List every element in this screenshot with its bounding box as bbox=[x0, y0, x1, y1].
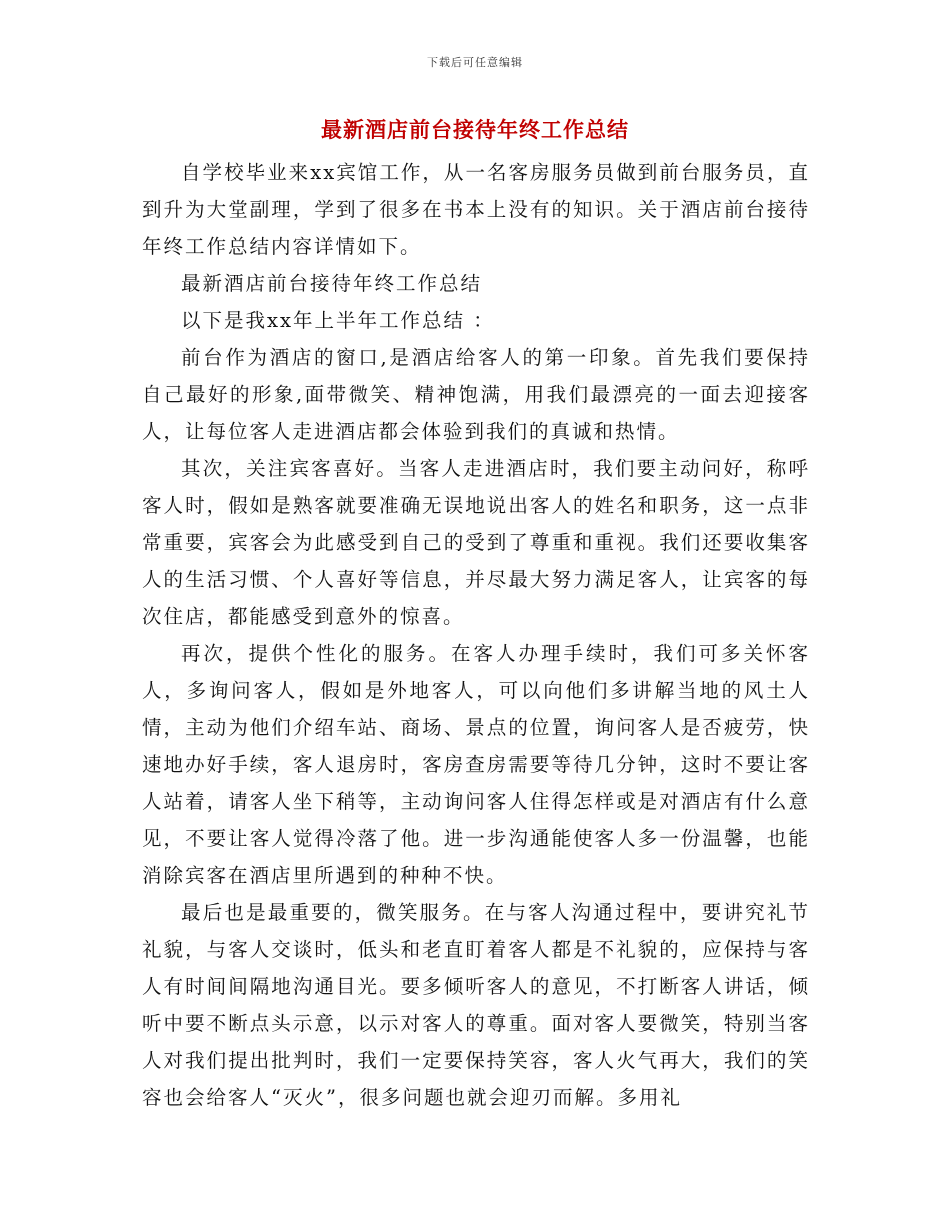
paragraph-subtitle: 最新酒店前台接待年终工作总结 bbox=[181, 272, 483, 295]
paragraph-guest-preferences: 其次，关注宾客喜好。当客人走进酒店时，我们要主动问好，称呼客人时，假如是熟客就要准确无误地说出客人的姓名和职务，这一点非常重要，宾客会为此感受到自己的受到了尊重和重视。我们还要收集客人的生活习惯、个人喜好等信息，并尽最大努力满足客人，让宾客的每次住店，都能感受到意外的惊喜。 bbox=[142, 457, 810, 628]
header-note: 下载后可任意编辑 bbox=[427, 56, 523, 69]
paragraph-front-desk: 前台作为酒店的窗口,是酒店给客人的第一印象。首先我们要保持自己最好的形象,面带微笑、精神饱满，用我们最漂亮的一面去迎接客人，让每位客人走进酒店都会体验到我们的真诚和热情。 bbox=[142, 346, 810, 443]
paragraph-intro: 自学校毕业来xx宾馆工作，从一名客房服务员做到前台服务员，直到升为大堂副理，学到了很多在书本上没有的知识。关于酒店前台接待年终工作总结内容详情如下。 bbox=[142, 161, 810, 258]
paragraph-smile-service: 最后也是最重要的，微笑服务。在与客人沟通过程中，要讲究礼节礼貌，与客人交谈时，低头和老直盯着客人都是不礼貌的，应保持与客人有时间间隔地沟通目光。要多倾听客人的意见，不打断客人讲话，倾听中要不断点头示意，以示对客人的尊重。面对客人要微笑，特别当客人对我们提出批判时，我们一定要保持笑容，客人火气再大，我们的笑容也会给客人“灭火”，很多问题也就会迎刃而解。多用礼 bbox=[142, 901, 810, 1109]
document-title: 最新酒店前台接待年终工作总结 bbox=[321, 118, 629, 142]
paragraph-personalized-service: 再次，提供个性化的服务。在客人办理手续时，我们可多关怀客人，多询问客人，假如是外地客人，可以向他们多讲解当地的风土人情，主动为他们介绍车站、商场、景点的位置，询问客人是否疲劳，快速地办好手续，客人退房时，客房查房需要等待几分钟，这时不要让客人站着，请客人坐下稍等，主动询问客人住得怎样或是对酒店有什么意见，不要让客人觉得冷落了他。进一步沟通能使客人多一份温馨，也能消除宾客在酒店里所遇到的种种不快。 bbox=[142, 642, 810, 887]
paragraph-lead: 以下是我xx年上半年工作总结 ： bbox=[181, 309, 495, 332]
document-body bbox=[142, 154, 810, 1116]
